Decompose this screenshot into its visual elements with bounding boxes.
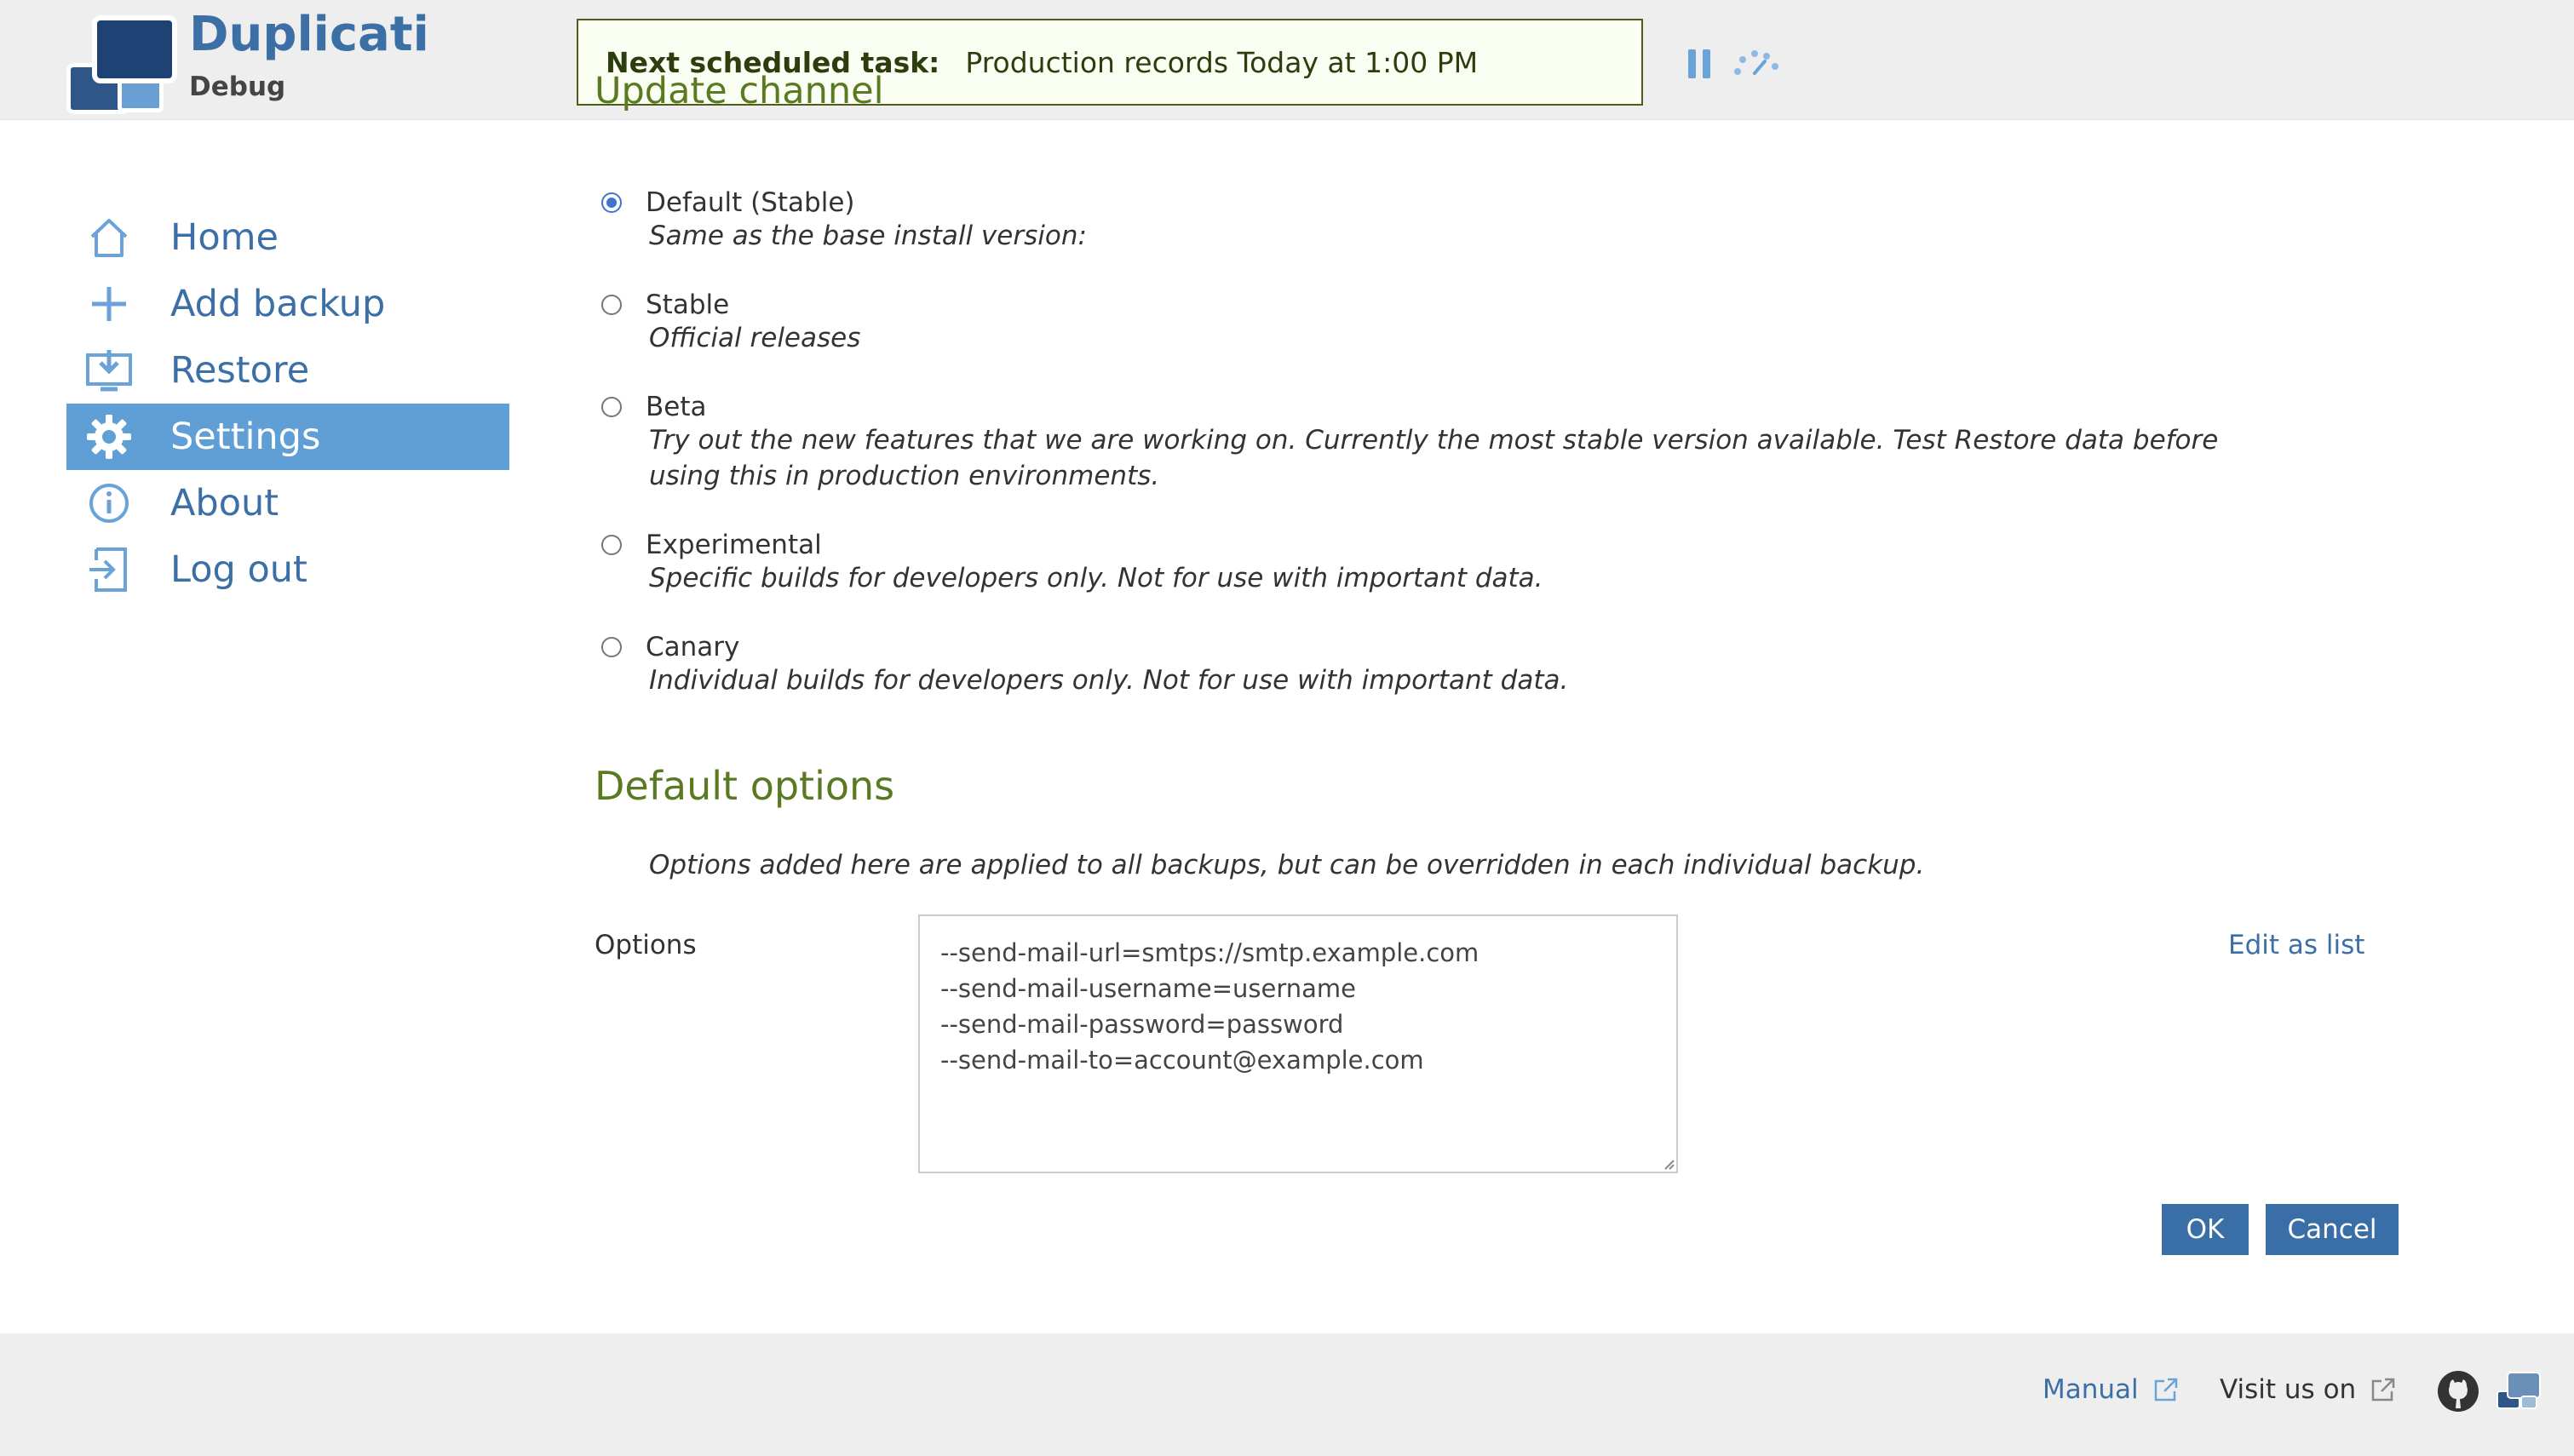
logout-icon	[78, 546, 140, 593]
options-line: --send-mail-url=smtps://smtp.example.com	[940, 938, 1479, 967]
radio-description: Try out the new features that we are working on. Currently the most stable version available. Test Restore data before using this in production environments.	[649, 425, 2219, 491]
radio-beta[interactable]	[601, 392, 707, 422]
radio-button[interactable]	[601, 637, 622, 657]
manual-link[interactable]	[2043, 1374, 2180, 1405]
radio-label: Beta	[646, 392, 707, 422]
radio-stable[interactable]	[601, 289, 729, 320]
logo-front-square	[92, 15, 177, 83]
radio-description: Same as the base install version:	[649, 221, 1087, 251]
next-task-label: Next scheduled task:	[606, 45, 940, 79]
manual-label: Manual	[2043, 1374, 2139, 1405]
gear-icon	[78, 413, 140, 461]
radio-label: Experimental	[646, 530, 822, 560]
radio-button[interactable]	[601, 192, 622, 213]
footer-bar	[0, 1333, 2574, 1456]
sidebar-item-logout[interactable]	[66, 536, 509, 603]
radio-description: Individual builds for developers only. Not for use with important data.	[649, 665, 1569, 696]
cancel-button[interactable]: Cancel	[2266, 1204, 2399, 1255]
radio-button[interactable]	[601, 535, 622, 555]
throttle-icon[interactable]	[1731, 48, 1782, 78]
radio-description: Specific builds for developers only. Not for use with important data.	[649, 563, 1543, 593]
sidebar-item-add-backup[interactable]	[66, 271, 509, 337]
app-name[interactable]: Duplicati	[189, 7, 429, 62]
header-bar	[0, 0, 2574, 120]
info-icon	[78, 479, 140, 527]
sidebar-item-label: Restore	[170, 349, 310, 392]
sidebar-item-settings[interactable]	[66, 404, 509, 470]
home-icon	[78, 214, 140, 261]
radio-description: Official releases	[649, 323, 861, 353]
radio-label: Default (Stable)	[646, 187, 855, 218]
visit-label: Visit us on	[2220, 1374, 2357, 1405]
sidebar-item-label: Home	[170, 216, 279, 259]
options-textarea[interactable]	[918, 914, 1678, 1173]
app-subtitle: Debug	[189, 72, 286, 102]
radio-canary[interactable]	[601, 632, 739, 662]
visit-us-link[interactable]	[2220, 1374, 2397, 1405]
sidebar-item-restore[interactable]	[66, 337, 509, 404]
radio-default-stable[interactable]	[601, 187, 855, 218]
sidebar-item-label: Log out	[170, 548, 307, 591]
default-options-description: Options added here are applied to all backups, but can be overridden in each individual backup.	[649, 850, 1925, 880]
sidebar-item-about[interactable]	[66, 470, 509, 536]
github-icon[interactable]	[2436, 1369, 2480, 1413]
radio-button[interactable]	[601, 397, 622, 417]
options-line: --send-mail-password=password	[940, 1010, 1344, 1039]
radio-experimental[interactable]	[601, 530, 822, 560]
options-line: --send-mail-username=username	[940, 974, 1357, 1003]
radio-label: Stable	[646, 289, 730, 320]
next-task-value[interactable]: Production records Today at 1:00 PM	[965, 45, 1479, 79]
sidebar-item-label: Add backup	[170, 283, 386, 325]
default-options-title: Default options	[595, 763, 895, 809]
edit-as-list-link[interactable]: Edit as list	[2228, 930, 2365, 960]
options-line: --send-mail-to=account@example.com	[940, 1046, 1424, 1075]
plus-icon	[78, 280, 140, 328]
sidebar-item-label: About	[170, 482, 279, 525]
duplicati-logo[interactable]	[66, 15, 177, 107]
external-link-icon	[2152, 1376, 2180, 1403]
options-label: Options	[595, 930, 697, 960]
external-link-icon	[2370, 1376, 2397, 1403]
radio-label: Canary	[646, 632, 740, 662]
resize-handle-icon[interactable]	[1661, 1156, 1675, 1170]
restore-icon	[78, 347, 140, 394]
radio-button[interactable]	[601, 295, 622, 315]
ok-button[interactable]: OK	[2162, 1204, 2249, 1255]
sidebar-nav	[66, 204, 509, 603]
sidebar-item-label: Settings	[170, 416, 321, 458]
pause-icon[interactable]	[1688, 49, 1712, 78]
update-channel-title: Update channel	[595, 70, 884, 112]
duplicati-icon[interactable]	[2496, 1371, 2543, 1412]
sidebar-item-home[interactable]	[66, 204, 509, 271]
